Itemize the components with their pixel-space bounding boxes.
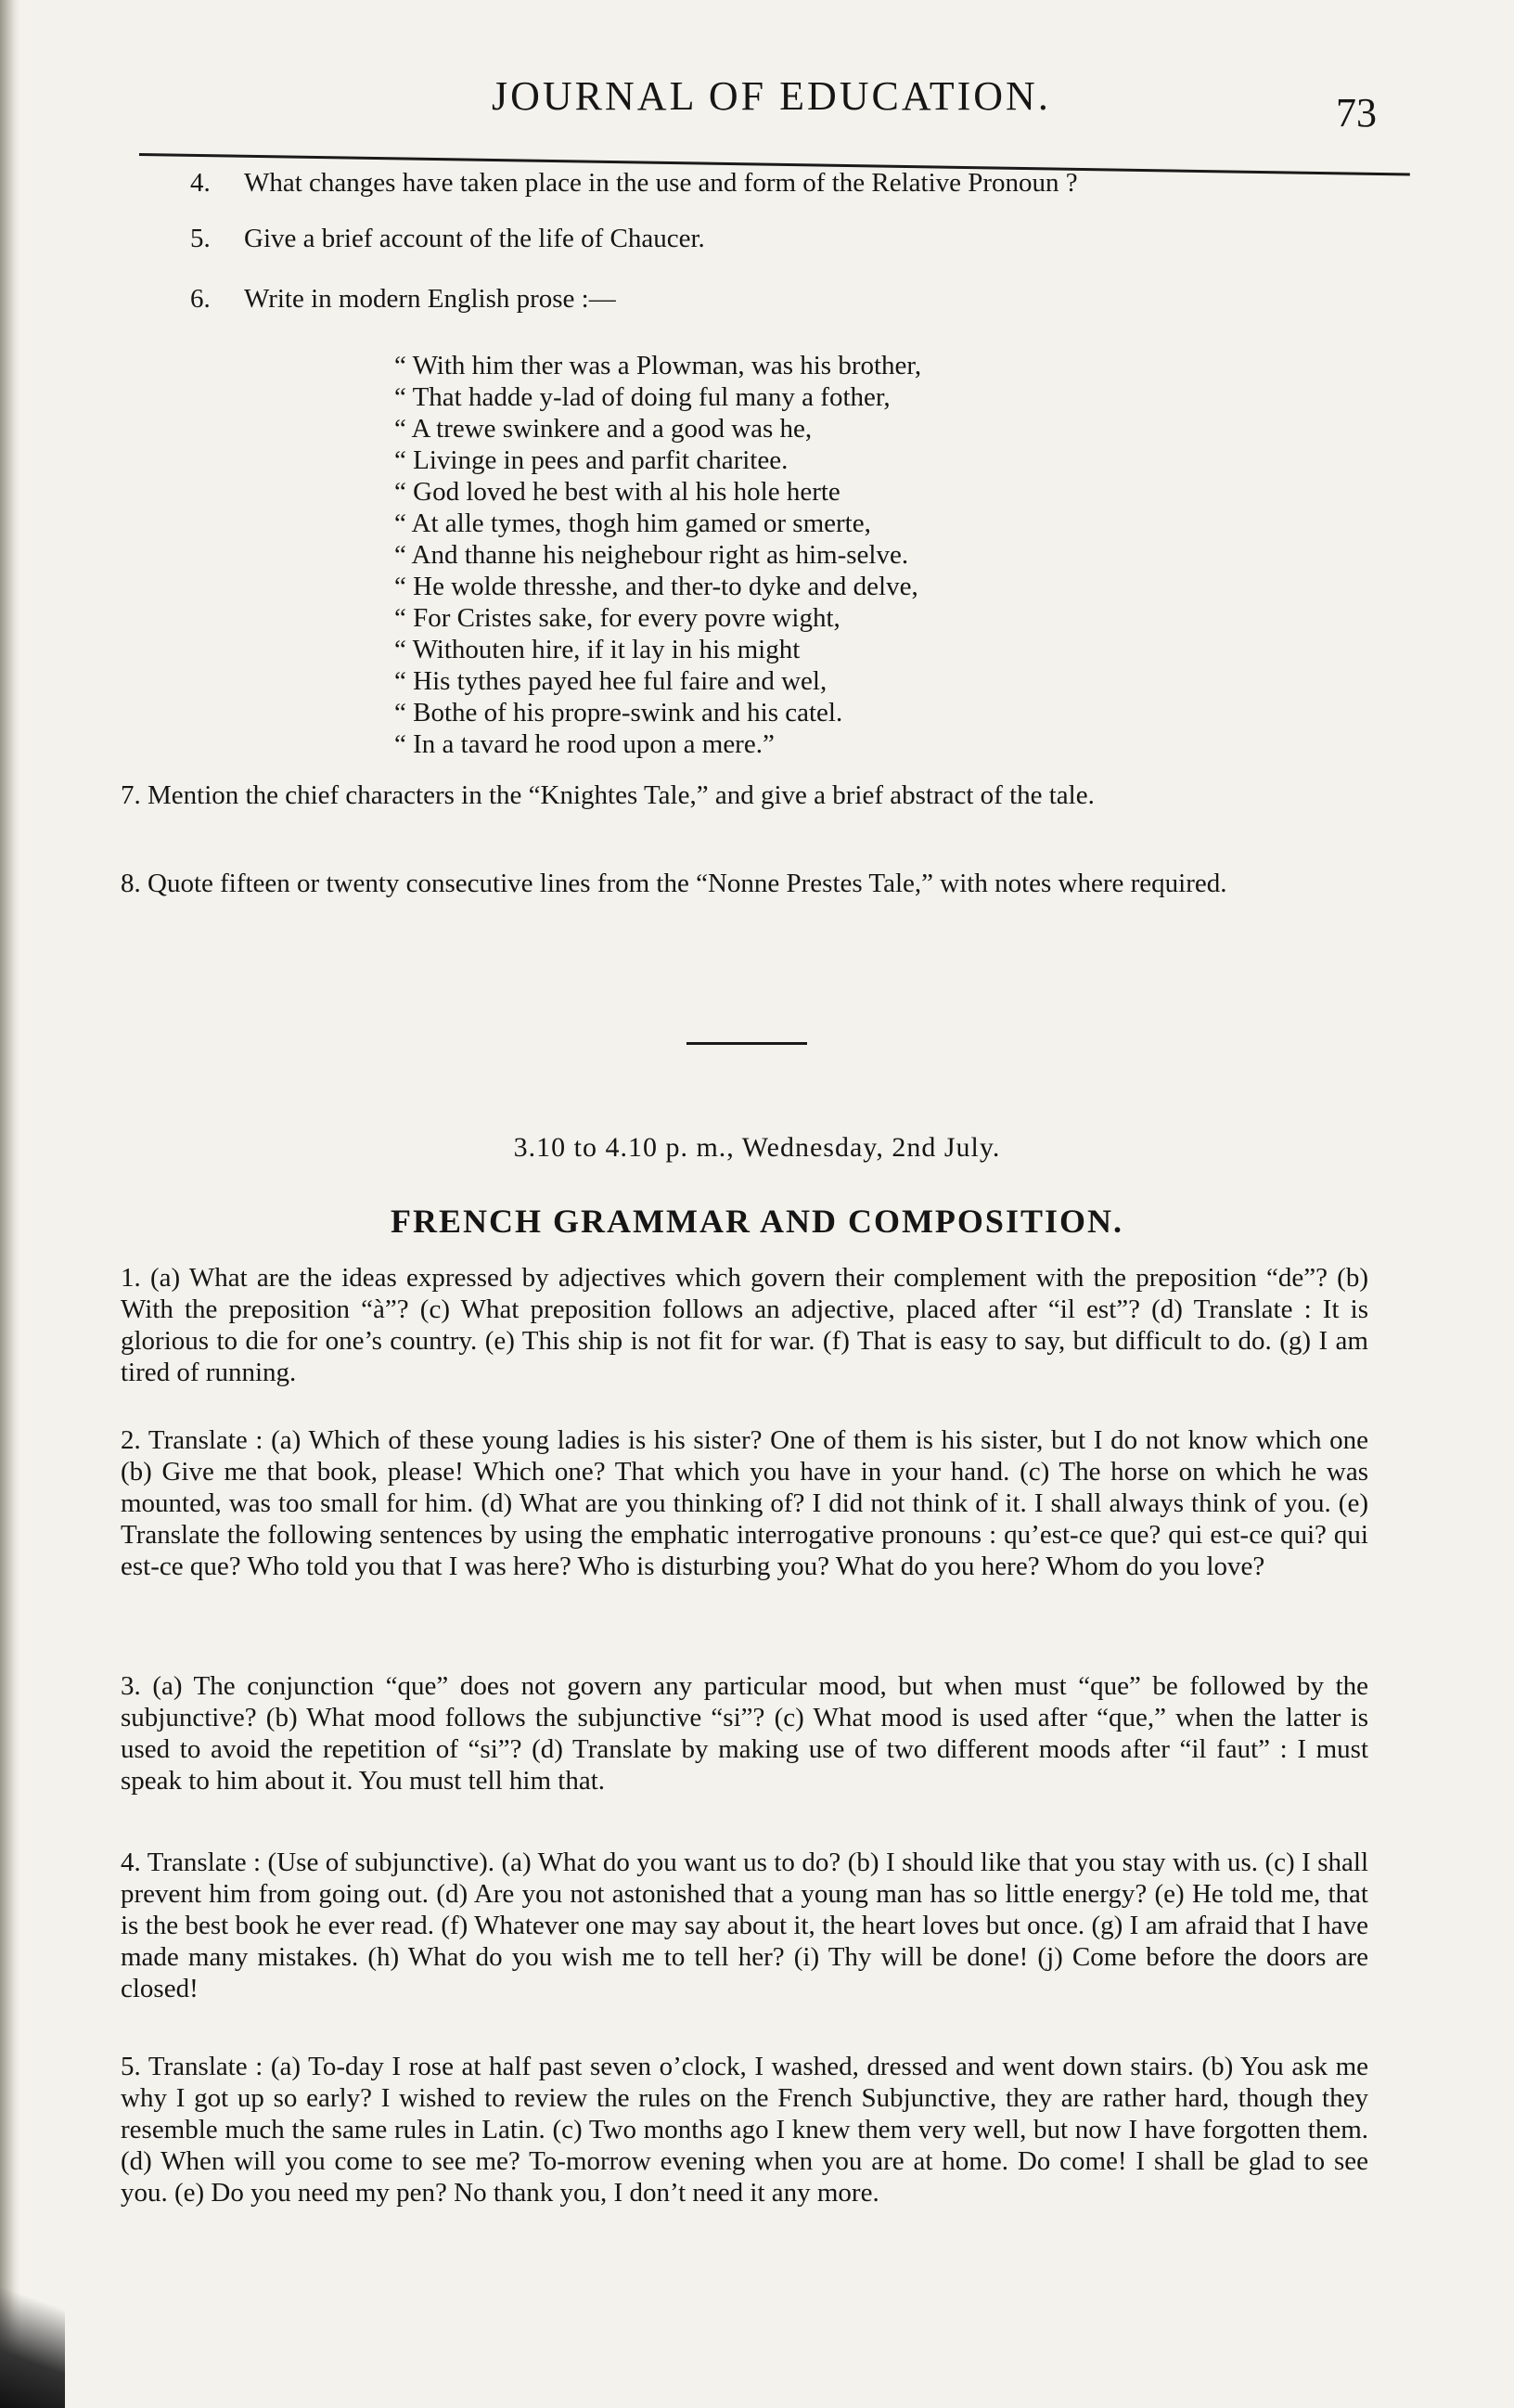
session-time: 3.10 to 4.10 p. m., Wednesday, 2nd July. (513, 1132, 1001, 1163)
question-number: 3. (121, 1671, 141, 1701)
question-item (190, 283, 616, 315)
verse-line: “ For Cristes sake, for every povre wight, (394, 603, 840, 633)
question-text: Translate : (a) Which of these young ladies is his sister? One of them is his sister, but I do not know which one (b) Give me that book, please! Which one? That which you have in your hand. (c) The horse on which he was mounted, was too small for him. (d) What are you thinking of? I did not think of it. I shall always think of you. (e) Translate the following sentences by using the emphatic interrogative pronouns : qu’est-ce que? qui est-ce qui? qui est-ce que? Who told you that I was here? Who is disturbing you? What do you here? Whom do you love? (121, 1425, 1368, 1581)
question-item (121, 1262, 1368, 1388)
question-item (190, 223, 705, 254)
verse-line: “ In a tavard he rood upon a mere.” (394, 729, 775, 759)
question-number: 5. (121, 2052, 141, 2081)
running-head (139, 72, 1419, 147)
verse-line: “ That hadde y-lad of doing ful many a fother, (394, 382, 891, 412)
section-title: FRENCH GRAMMAR AND COMPOSITION. (391, 1203, 1123, 1240)
verse-line: “ He wolde thresshe, and ther-to dyke and delve, (394, 572, 918, 601)
question-number: 2. (121, 1425, 141, 1455)
question-text: Write in modern English prose :— (244, 284, 616, 314)
verse-line: “ Bothe of his propre-swink and his catel. (394, 698, 843, 728)
verse-line: “ Livinge in pees and parfit charitee. (394, 445, 789, 475)
question-text: Translate : (Use of subjunctive). (a) What do you want us to do? (b) I should like that you stay with us. (c) I shall prevent him from going out. (d) Are you not astonished that a young man has so little energy? (e) He told me, that is the best book he ever read. (f) Whatever one may say about it, the heart loves but once. (g) I am afraid that I have made many mistakes. (h) What do you wish me to tell her? (i) Thy will be done! (j) Come before the doors are closed! (121, 1848, 1369, 2003)
question-number: 1. (121, 1263, 141, 1293)
verse-line: “ And thanne his neighebour right as him-selve. (394, 540, 909, 570)
page-number: 73 (1336, 90, 1377, 135)
question-item (121, 1670, 1368, 1796)
question-text: Quote fifteen or twenty consecutive lines from the “Nonne Prestes Tale,” with notes where required. (148, 869, 1227, 898)
question-text: (a) The conjunction “que” does not govern any particular mood, but when must “que” be followed by the subjunctive? (b) What mood follows the subjunctive “si”? (c) What mood is used after “que,” when the latter is used to avoid the repetition of “si”? (d) Translate by making use of two different moods after “il faut” : I must speak to him about it. You must tell him that. (121, 1671, 1369, 1796)
question-text: Mention the chief characters in the “Knightes Tale,” and give a brief abstract of the tale. (148, 780, 1095, 810)
question-item (121, 1847, 1368, 2004)
question-item (121, 2051, 1368, 2208)
question-number: 4. (121, 1848, 141, 1877)
question-item (121, 1424, 1368, 1582)
section-divider (686, 1042, 807, 1045)
question-text: Translate : (a) To-day I rose at half past seven o’clock, I washed, dressed and went down stairs. (b) You ask me why I got up so early? I wished to review the rules on the French Subjunctive, they are rather hard, though they resemble much the same rules in Latin. (c) Two months ago I knew them very well, but now I have forgotten them. (d) When will you come to see me? To-morrow evening when you are at home. Do come! I shall be glad to see you. (e) Do you need my pen? No thank you, I don’t need it any more. (121, 2052, 1368, 2208)
question-number: 7. (121, 780, 141, 810)
question-item (121, 868, 1368, 899)
question-item (190, 167, 1078, 199)
verse-line: “ Withouten hire, if it lay in his might (394, 635, 801, 664)
question-number: 5. (190, 224, 211, 253)
question-item (121, 779, 1368, 811)
question-text: (a) What are the ideas expressed by adjectives which govern their complement with the preposition “de”? (b) With the preposition “à”? (c) What preposition follows an adjective, placed after “il est”? (d) Translate : It is glorious to die for one’s country. (e) This ship is not fit for war. (f) That is easy to say, but difficult to do. (g) I am tired of running. (121, 1263, 1368, 1387)
journal-title: JOURNAL OF EDUCATION. (492, 73, 1051, 119)
question-text: Give a brief account of the life of Chaucer. (244, 224, 705, 253)
quoted-verse (394, 351, 1118, 761)
verse-line: “ His tythes payed hee ful faire and wel, (394, 666, 828, 696)
question-number: 4. (190, 168, 211, 198)
verse-line: “ God loved he best with al his hole herte (394, 477, 840, 507)
question-number: 8. (121, 869, 141, 898)
verse-line: “ With him ther was a Plowman, was his brother, (394, 351, 922, 380)
question-number: 6. (190, 284, 211, 314)
verse-line: “ At alle tymes, thogh him gamed or smerte, (394, 509, 871, 538)
verse-line: “ A trewe swinkere and a good was he, (394, 414, 813, 444)
question-text: What changes have taken place in the use and form of the Relative Pronoun ? (244, 168, 1078, 198)
page-corner-shadow (0, 2269, 65, 2408)
